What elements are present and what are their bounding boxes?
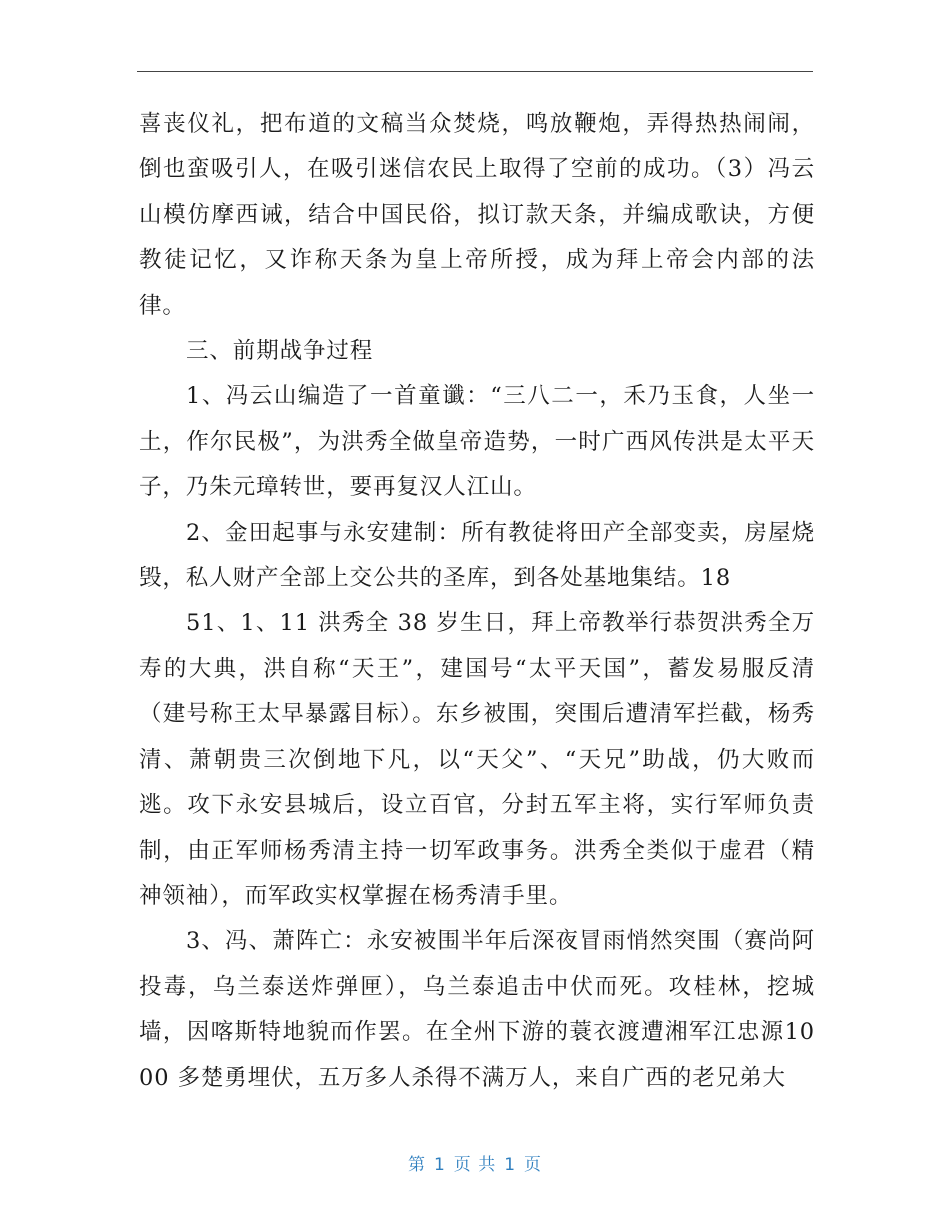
footer-word-of: 页 共 — [453, 1155, 497, 1175]
section-heading: 三、前期战争过程 — [186, 338, 374, 365]
paragraph-4: 51、1、11 洪秀全 38 岁生日，拜上帝教举行恭贺洪秀全万寿的大典，洪自称“天王”，建国号“太平天国”，蓄发易服反清（建号称王太早暴露目标）。东乡被围，突围后遭清军拦截，杨秀清、萧朝贵三次倒地下凡，以“天父”、“天兄”助战，仍大败而逃。攻下永安县城后，设立百官，分封五军主将，实行军师负责制，由正军师杨秀清主持一切军政事务。洪秀全类似于虚君（精神领袖），而军政实权掌握在杨秀清手里。 — [139, 610, 815, 909]
footer-current-page: 1 — [433, 1155, 446, 1175]
document-body — [139, 102, 815, 1101]
page-footer — [0, 1150, 950, 1175]
paragraph-2: 1、冯云山编造了一首童谶：“三八二一，禾乃玉食，人坐一土，作尔民极”，为洪秀全做皇帝造势，一时广西风传洪是太平天子，乃朱元璋转世，要再复汉人江山。 — [139, 383, 815, 501]
paragraph-1: 喜丧仪礼，把布道的文稿当众焚烧，鸣放鞭炮，弄得热热闹闹，倒也蛮吸引人，在吸引迷信农民上取得了空前的成功。（3）冯云山模仿摩西诫，结合中国民俗，拟订款天条，并编成歌诀，方便教徒记忆，又诈称天条为皇上帝所授，成为拜上帝会内部的法律。 — [139, 111, 815, 319]
paragraph-5: 3、冯、萧阵亡：永安被围半年后深夜冒雨悄然突围（赛尚阿投毒，乌兰泰送炸弹匣），乌兰泰追击中伏而死。攻桂林，挖城墙，因喀斯特地貌而作罢。在全州下游的蓑衣渡遭湘军江忠源1000 多楚勇埋伏，五万多人杀得不满万人，来自广西的老兄弟大 — [139, 928, 815, 1091]
footer-total-pages: 1 — [504, 1155, 517, 1175]
paragraph-3: 2、金田起事与永安建制：所有教徒将田产全部变卖，房屋烧毁，私人财产全部上交公共的圣库，到各处基地集结。18 — [139, 519, 815, 592]
footer-word-page: 第 — [407, 1155, 426, 1175]
header-rule — [137, 71, 813, 72]
footer-word-pages: 页 — [524, 1155, 543, 1175]
